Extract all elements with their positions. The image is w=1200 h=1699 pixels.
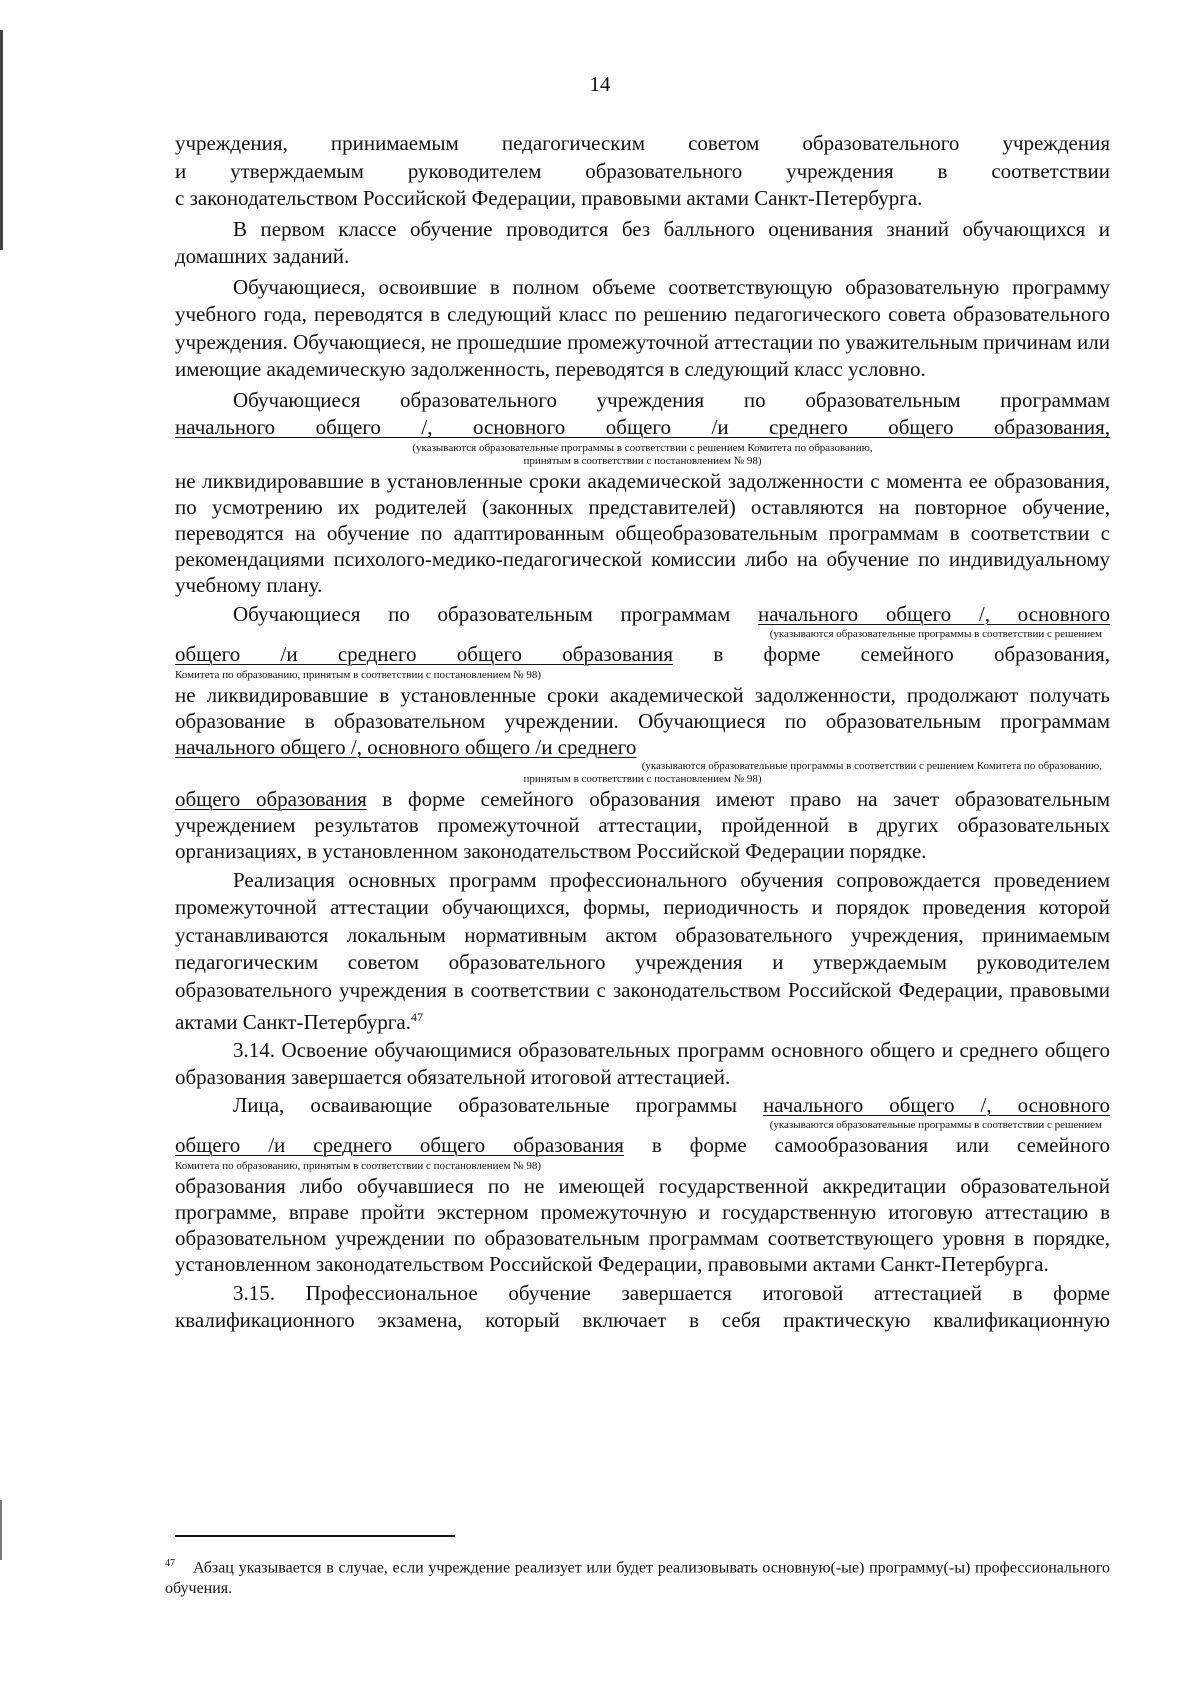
form-instruction-note: принятым в соответствии с постановлением № 98)	[523, 454, 762, 467]
paragraph-text: в форме семейного образования,	[673, 642, 1110, 666]
paragraph	[175, 786, 1110, 864]
paragraph-lead: Обучающиеся образовательного учреждения по образовательным программам	[233, 387, 1110, 412]
paragraph: Обучающиеся, освоившие в полном объеме соответствующую образовательную программу учебного года, переводятся в следующий класс по решению педагогического совета образовательного учреждения. Обучающиеся, не прошедшие промежуточной аттестации по уважительным причинам или имеющие академическую задолженность, переводятся в следующий класс условно.	[175, 274, 1110, 381]
fill-in-field: начального общего /, основного	[757, 601, 1110, 626]
scan-edge-mark	[0, 30, 3, 250]
paragraph: В первом классе обучение проводится без балльного оценивания знаний обучающихся и домашних заданий.	[175, 216, 1110, 268]
form-instruction-note: (указываются образовательные программы в соответствии с решением	[769, 628, 1102, 640]
fill-in-field: начального общего /, основного общего /и среднего	[175, 734, 637, 759]
scan-edge-mark	[0, 1500, 2, 1560]
fill-in-field: общего образования	[175, 786, 367, 811]
paragraph-text: в форме семейного образования имеют право на зачет образовательным учреждением результатов промежуточной аттестации, пройденной в других образовательных организациях, в установленном законодательством Российской Федерации порядке.	[175, 786, 1111, 863]
page-number: 14	[589, 72, 611, 96]
footnote-reference: 47	[411, 1010, 423, 1024]
fill-in-field: начального общего /, основного общего /и среднего общего образования,	[175, 415, 1110, 439]
paragraph-lead	[175, 1092, 1110, 1120]
footnote-number: 47	[165, 1558, 175, 1569]
form-instruction-note: Комитета по образованию, принятым в соответствии с постановлением № 98)	[175, 1159, 542, 1172]
paragraph	[175, 682, 1110, 760]
paragraph-text: в форме самообразования или семейного	[623, 1133, 1110, 1157]
paragraph-line: с законодательством Российской Федерации, правовыми актами Санкт-Петербурга.	[175, 186, 923, 210]
paragraph: 3.14. Освоение обучающимися образовательных программ основного общего и среднего общего образования завершается обязательной итоговой аттестацией.	[175, 1037, 1110, 1089]
paragraph: 3.15. Профессиональное обучение завершается итоговой аттестацией в форме квалификационного экзамена, который включает в себя практическую квалификационную	[175, 1280, 1110, 1332]
paragraph	[175, 867, 1110, 1037]
form-instruction-note: (указываются образовательные программы в соответствии с решением Комитета по образованию,	[412, 441, 873, 454]
paragraph-line	[175, 1132, 1110, 1160]
paragraph-text: Реализация основных программ профессионального обучения сопровождается проведением промежуточной аттестации обучающихся, формы, периодичность и порядок проведения которой устанавливаются локальным нормативным актом образовательного учреждения, принимаемым педагогическим советом образовательного учреждения и утверждаемым руководителем образовательного учреждения в соответствии с законодательством Российской Федерации, правовыми актами Санкт-Петербурга.	[175, 867, 1110, 1034]
document-body	[175, 130, 1110, 1335]
paragraph-text: Обучающиеся по образовательным программам	[233, 601, 758, 626]
form-instruction-note: (указываются образовательные программы в соответствии с решением	[769, 1119, 1102, 1131]
form-instruction-note: (указываются образовательные программы в соответствии с решением Комитета по образованию,	[641, 759, 1102, 772]
paragraph-line	[175, 641, 1110, 669]
footnote	[165, 1553, 1110, 1599]
footnote-separator	[175, 1535, 455, 1537]
footnote-text: Абзац указывается в случае, если учреждение реализует или будет реализовывать основную(-ые) программу(-ы) профессионального обучения.	[165, 1559, 1110, 1598]
form-instruction-note: принятым в соответствии с постановлением № 98)	[523, 772, 762, 785]
paragraph-text: не ликвидировавшие в установленные сроки академической задолженности, продолжают получать образование в образовательном учреждении. Обучающиеся по образовательным программам	[175, 682, 1110, 733]
paragraph-text: Лица, осваивающие образовательные программы	[233, 1092, 764, 1117]
fill-in-field: общего /и среднего общего образования	[175, 642, 674, 666]
fill-in-field: общего /и среднего общего образования	[175, 1133, 624, 1157]
paragraph-lead	[175, 601, 1110, 629]
form-instruction-note: Комитета по образованию, принятым в соответствии с постановлением № 98)	[175, 668, 542, 681]
paragraph: образования либо обучавшиеся по не имеющей государственной аккредитации образовательной программе, вправе пройти экстерном промежуточную и государственную итоговую аттестацию в образовательном учреждении по образовательным программам соответствующего уровня в порядке, установленном законодательством Российской Федерации, правовыми актами Санкт-Петербурга.	[175, 1173, 1110, 1276]
paragraph: не ликвидировавшие в установленные сроки академической задолженности с момента ее образования, по усмотрению их родителей (законных представителей) оставляются на повторное обучение, переводятся на обучение по адаптированным общеобразовательным программам в соответствии с рекомендациями психолого-медико-педагогической комиссии либо на обучение по индивидуальному учебному плану.	[175, 468, 1110, 597]
paragraph-line: учреждения, принимаемым педагогическим советом образовательного учреждения	[175, 131, 1110, 155]
paragraph-line: и утверждаемым руководителем образовательного учреждения в соответствии	[175, 158, 1110, 183]
fill-in-field: начального общего /, основного	[763, 1092, 1110, 1117]
